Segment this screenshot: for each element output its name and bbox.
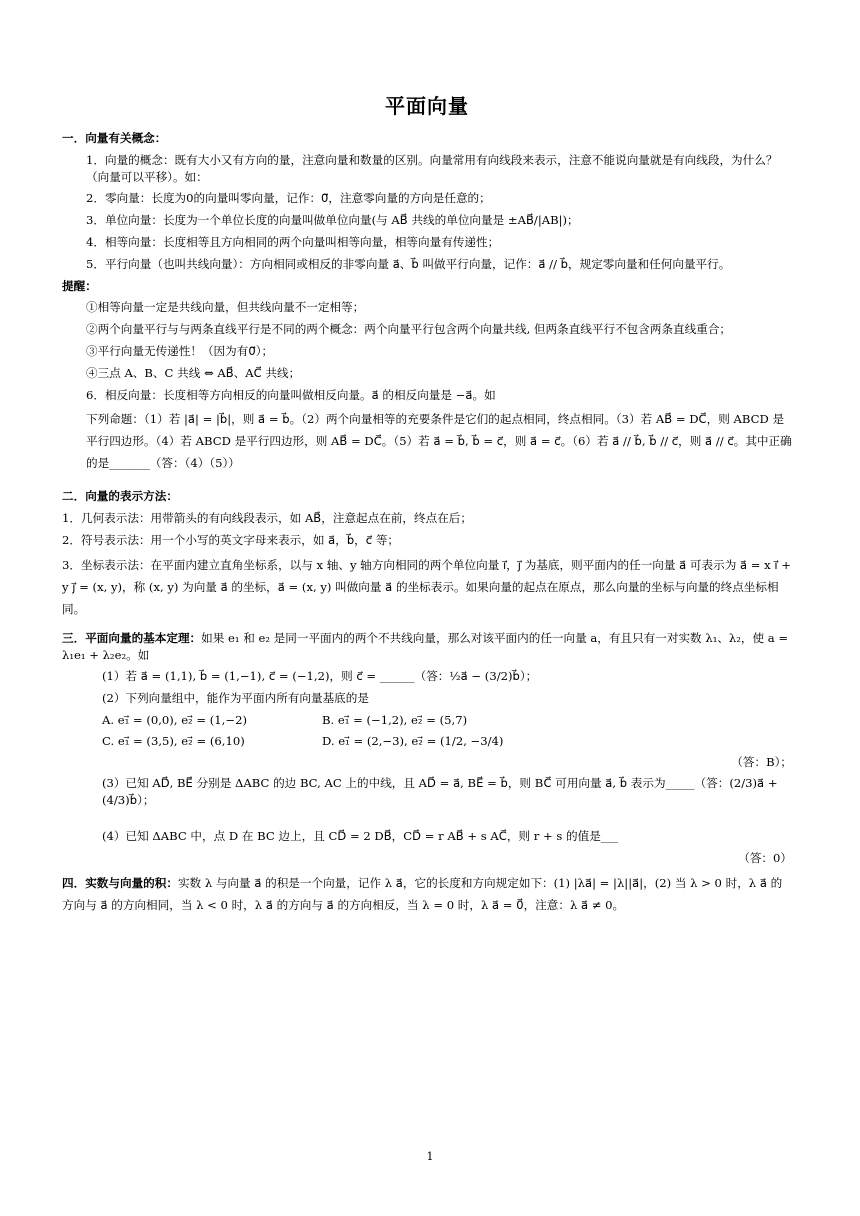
section-2-heading: 二．向量的表示方法：: [62, 489, 178, 504]
concept-zero-vector: 2．零向量：长度为0的向量叫零向量，记作：0⃗，注意零向量的方向是任意的；: [86, 191, 491, 206]
section-3-paragraph: [62, 630, 792, 664]
answer-4: （答：0）: [738, 850, 792, 865]
concept-unit-vector: 3．单位向量：长度为一个单位长度的向量叫做单位向量(与 AB⃗ 共线的单位向量是 ±AB⃗/|AB|)；: [86, 213, 579, 228]
question-1: (1）若 a⃗ = (1,1), b⃗ = (1,−1), c⃗ = (−1,2)，则 c⃗ = ______（答：½a⃗ − (3/2)b⃗）；: [102, 669, 538, 684]
question-2: (2）下列向量组中，能作为平面内所有向量基底的是: [102, 691, 369, 706]
option-d: D. e₁⃗ = (2,−3), e₂⃗ = (1/2, −3/4): [322, 733, 504, 748]
question-4: (4）已知 ΔABC 中，点 D 在 BC 边上，且 CD⃗ = 2 DB⃗，CD⃗ = r AB⃗ + s AC⃗，则 r + s 的值是___: [102, 829, 619, 844]
scalar-multiplication: 实数 λ 与向量 a⃗ 的积是一个向量，记作 λ a⃗，它的长度和方向规定如下：(1) |λa⃗| = |λ||a⃗|，(2) 当 λ > 0 时，λ a⃗ 的方向与 a⃗ 的方向相同，当 λ < 0 时，λ a⃗ 的方向与 a⃗ 的方向相反，当 λ = 0 时，λ a⃗ = 0⃗，注意：λ a⃗ ≠ 0。: [62, 875, 783, 912]
concept-parallel-vector: 5．平行向量（也叫共线向量）：方向相同或相反的非零向量 a⃗、b⃗ 叫做平行向量，记作：a⃗ // b⃗，规定零向量和任何向量平行。: [86, 256, 731, 271]
example-propositions: 下列命题：（1）若 |a⃗| = |b⃗|，则 a⃗ = b⃗。（2）两个向量相等的充要条件是它们的起点相同，终点相同。（3）若 AB⃗ = DC⃗，则 ABCD 是平行四边形。（4）若 ABCD 是平行四边形，则 AB⃗ = DC⃗。（5）若 a⃗ = b⃗, b⃗ = c⃗，则 a⃗ = c⃗。（6）若 a⃗ // b⃗, b⃗ // c⃗，则 a⃗ // c⃗。其中正确的是_______（答：（4）（5））: [86, 412, 792, 471]
option-b: B. e₁⃗ = (−1,2), e₂⃗ = (5,7): [322, 713, 468, 728]
section-4-heading: 四．实数与向量的积：: [62, 875, 178, 890]
concept-vector: 1．向量的概念：既有大小又有方向的量，注意向量和数量的区别。向量常用有向线段来表示，注意不能说向量就是有向线段，为什么？（向量可以平移）。如：: [86, 152, 778, 184]
reminder-1: ①相等向量一定是共线向量，但共线向量不一定相等；: [86, 300, 365, 315]
page-number: 1: [426, 1150, 434, 1163]
coordinate-representation: 3．坐标表示法：在平面内建立直角坐标系，以与 x 轴、y 轴方向相同的两个单位向量 i⃗，j⃗ 为基底，则平面内的任一向量 a⃗ 可表示为 a⃗ = x i⃗ + y j⃗ = (x, y)，称 (x, y) 为向量 a⃗ 的坐标，a⃗ = (x, y) 叫做向量 a⃗ 的坐标表示。如果向量的起点在原点，那么向量的坐标与向量的终点坐标相同。: [62, 557, 792, 616]
option-c: C. e₁⃗ = (3,5), e₂⃗ = (6,10): [102, 733, 245, 748]
basis-theorem: 如果 e₁ 和 e₂ 是同一平面内的两个不共线向量，那么对该平面内的任一向量 a，有且只有一对实数 λ₁、λ₂，使 a = λ₁e₁ + λ₂e₂。如: [62, 630, 789, 662]
page-title: 平面向量: [385, 94, 469, 118]
option-a: A. e₁⃗ = (0,0), e₂⃗ = (1,−2): [102, 713, 247, 728]
options-row-2: [62, 733, 792, 750]
reminder-3: ③平行向量无传递性！（因为有0⃗）；: [86, 343, 274, 358]
concept-opposite-vector: 6．相反向量：长度相等方向相反的向量叫做相反向量。a⃗ 的相反向量是 −a⃗。如: [86, 387, 496, 402]
section-1-heading: 一．向量有关概念：: [62, 131, 167, 145]
section-3-heading: 三．平面向量的基本定理：: [62, 630, 202, 645]
geometric-representation: 1．几何表示法：用带箭头的有向线段表示，如 AB⃗，注意起点在前，终点在后；: [62, 511, 472, 526]
symbolic-representation: 2．符号表示法：用一个小写的英文字母来表示，如 a⃗，b⃗，c⃗ 等；: [62, 533, 400, 547]
question-3: (3）已知 AD⃗, BE⃗ 分别是 ΔABC 的边 BC, AC 上的中线，且 AD⃗ = a⃗, BE⃗ = b⃗，则 BC⃗ 可用向量 a⃗, b⃗ 表示为_____（答：(2/3)a⃗ + (4/3)b⃗）；: [102, 776, 778, 808]
reminder-heading: 提醒：: [62, 278, 97, 293]
concept-equal-vector: 4．相等向量：长度相等且方向相同的两个向量叫相等向量，相等向量有传递性；: [86, 234, 500, 249]
reminder-2: ②两个向量平行与与两条直线平行是不同的两个概念：两个向量平行包含两个向量共线, 但两条直线平行不包含两条直线重合；: [86, 322, 732, 337]
document-page: [62, 92, 792, 921]
options-row-1: [62, 712, 792, 729]
reminder-4: ④三点 A、B、C 共线 ⇔ AB⃗、AC⃗ 共线；: [86, 365, 301, 380]
answer-2: （答：B）；: [731, 754, 792, 769]
section-4-paragraph: [62, 872, 792, 916]
